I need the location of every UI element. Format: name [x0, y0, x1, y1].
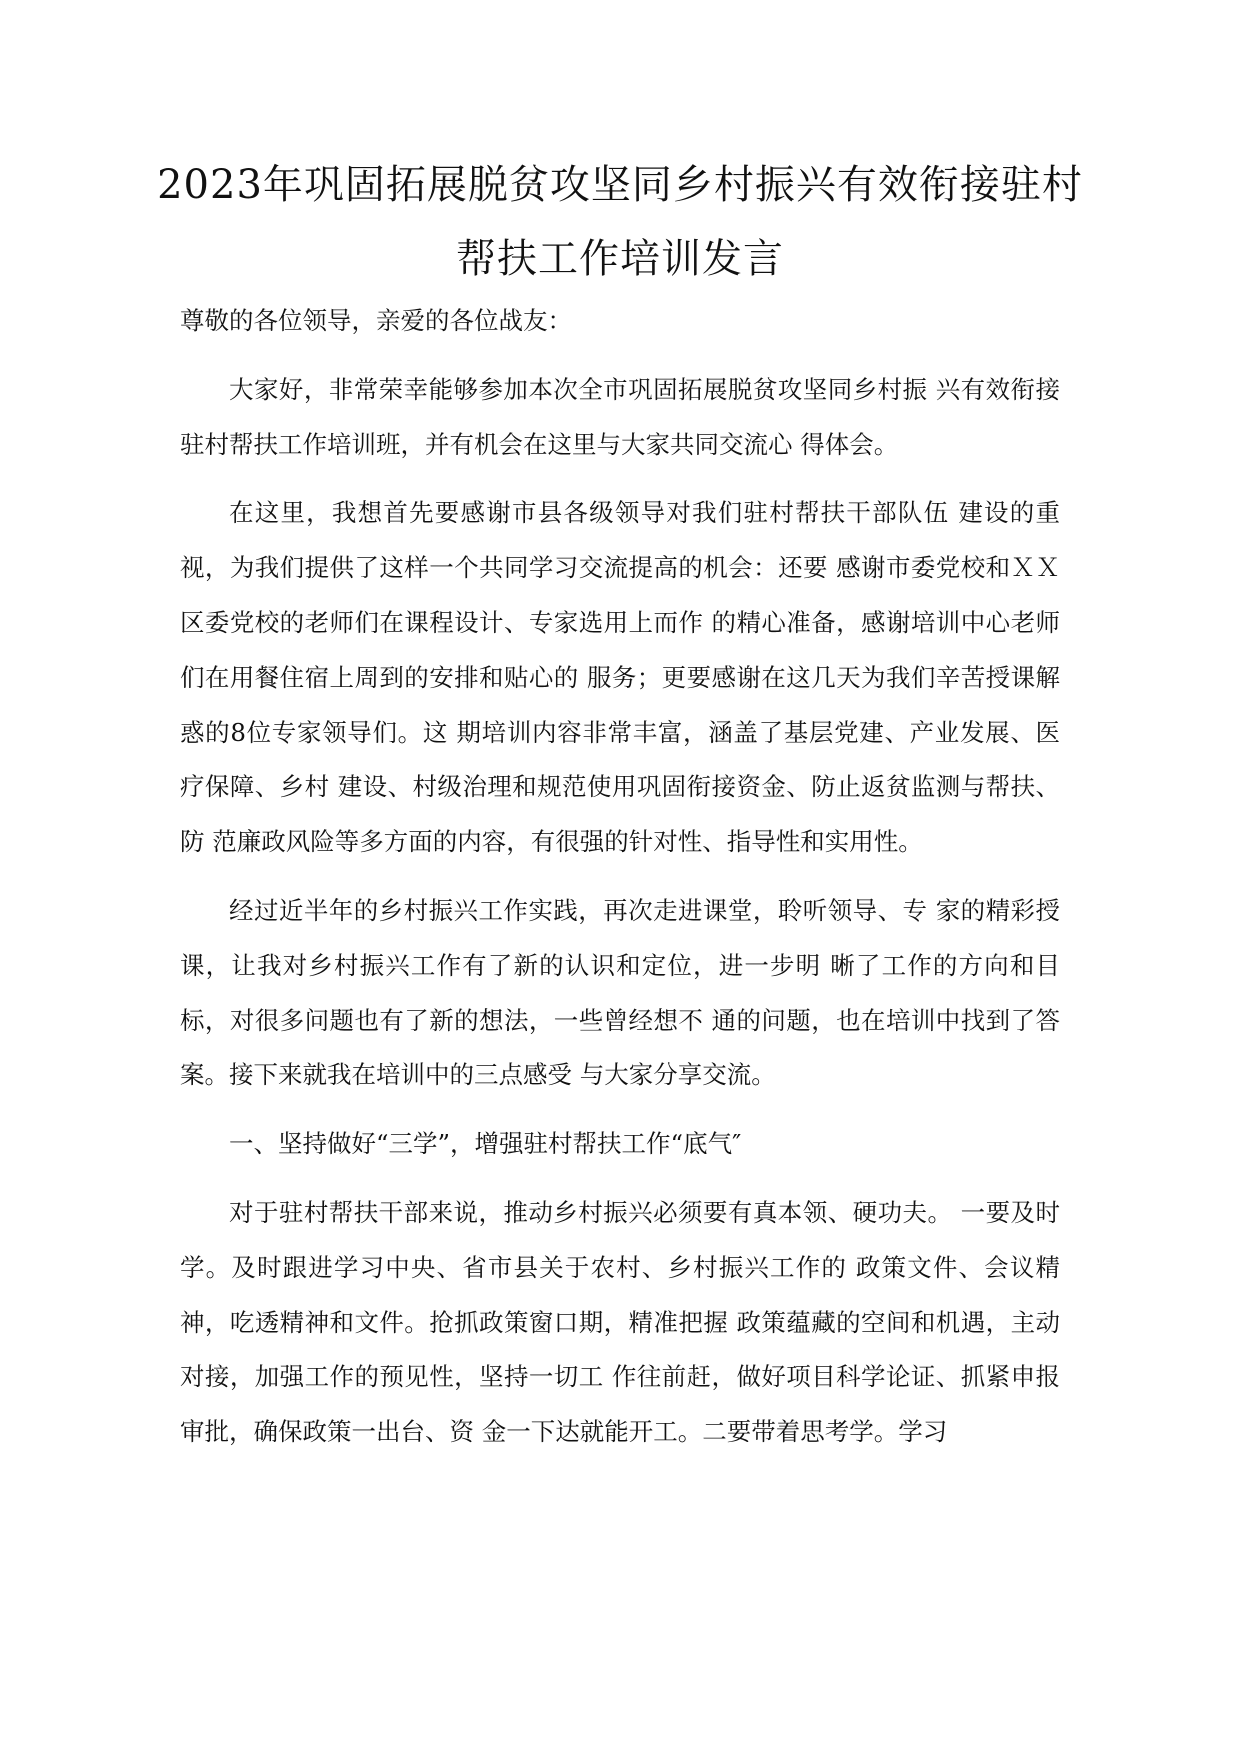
paragraph-thanks: 在这里，我想首先要感谢市县各级领导对我们驻村帮扶干部队伍 建设的重视，为我们提供了这样一个共同学习交流提高的机会：还要 感谢市委党校和ＸＸ区委党校的老师们在课程设计、专家选用上而作 的精心准备，感谢培训中心老师们在用餐住宿上周到的安排和贴心的 服务；更要感谢在这几天为我们辛苦授课解惑的8位专家领导们。这 期培训内容非常丰富，涵盖了基层党建、产业发展、医疗保障、乡村 建设、村级治理和规范使用巩固衔接资金、防止返贫监测与帮扶、防 范廉政风险等多方面的内容，有很强的针对性、指导性和实用性。	[180, 498, 1060, 857]
document-title	[150, 148, 1090, 296]
title-line-2: 帮扶工作培训发言	[456, 236, 784, 282]
section-heading: 一、坚持做好“三学”，增强驻村帮扶工作“底气″	[229, 1129, 742, 1159]
paragraph-section-one: 对于驻村帮扶干部来说，推动乡村振兴必须要有真本领、硬功夫。 一要及时学。及时跟进学习中央、省市县关于农村、乡村振兴工作的 政策文件、会议精神，吃透精神和文件。抢抓政策窗口期，精准把握 政策蕴藏的空间和机遇，主动对接，加强工作的预见性，坚持一切工 作往前赶，做好项目科学论证、抓紧申报审批，确保政策一出台、资 金一下达就能开工。二要带着思考学。学习	[180, 1197, 1060, 1447]
paragraph-reflection: 经过近半年的乡村振兴工作实践，再次走进课堂，聆听领导、专 家的精彩授课，让我对乡村振兴工作有了新的认识和定位，进一步明 晰了工作的方向和目标，对很多问题也有了新的想法，一些曾经想不 通的问题，也在培训中找到了答案。接下来就我在培训中的三点感受 与大家分享交流。	[180, 895, 1060, 1090]
title-line-1: 2023年巩固拓展脱贫攻坚同乡村振兴有效衔接驻村	[157, 162, 1083, 208]
salutation: 尊敬的各位领导，亲爱的各位战友：	[180, 306, 572, 335]
paragraph-greeting: 大家好，非常荣幸能够参加本次全市巩固拓展脱贫攻坚同乡村振 兴有效衔接驻村帮扶工作培训班，并有机会在这里与大家共同交流心 得体会。	[180, 374, 1060, 459]
document-body	[180, 294, 1060, 1474]
